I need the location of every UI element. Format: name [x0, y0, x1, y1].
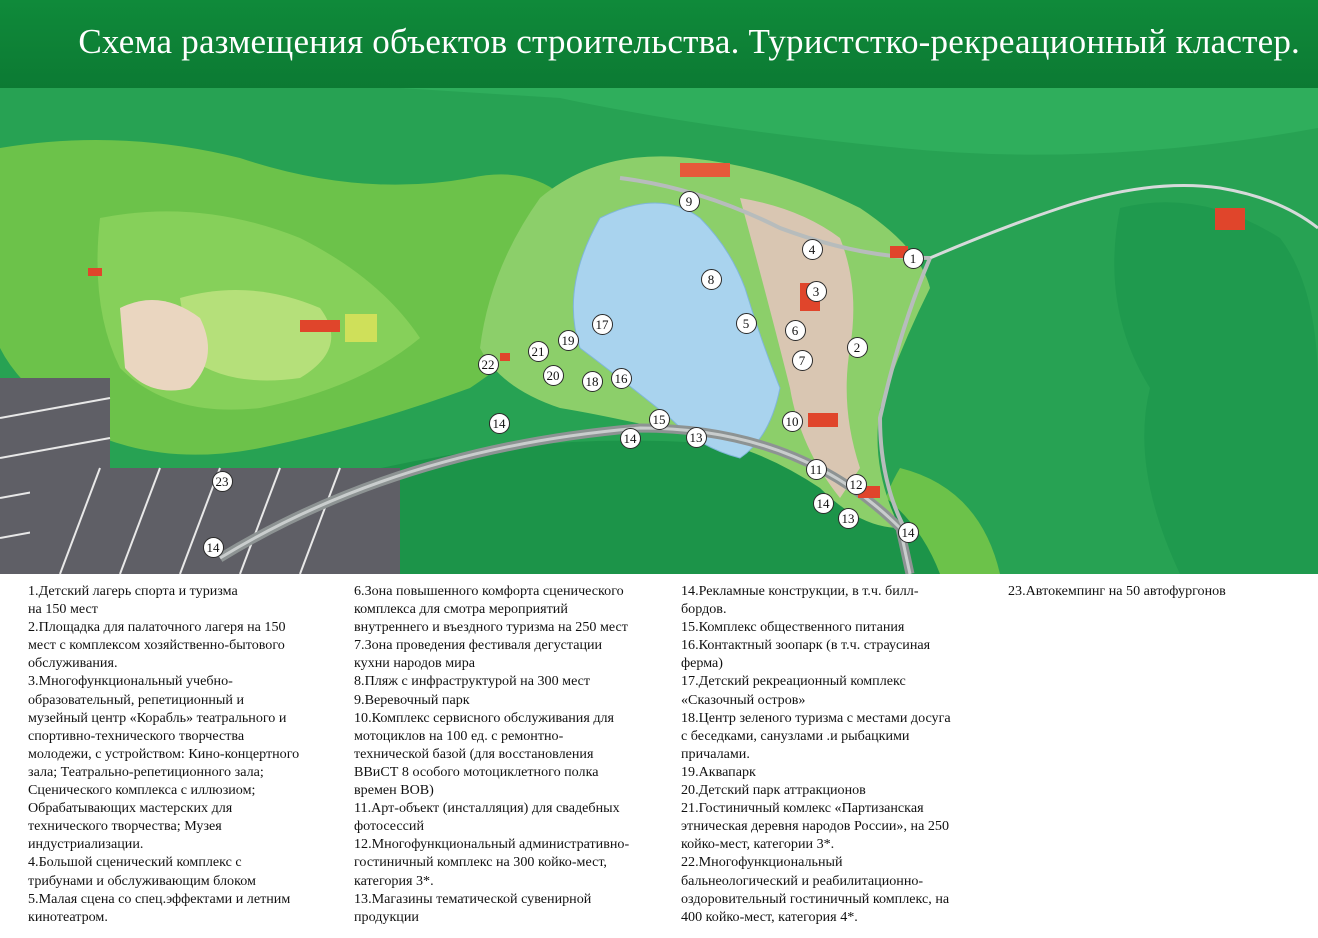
map-marker[interactable]: 4 [802, 239, 823, 260]
legend-item: 11.Арт-объект (инсталляция) для свадебных фотосессий [354, 800, 620, 835]
legend-column-4 [1008, 582, 1308, 600]
map-marker[interactable]: 10 [782, 411, 803, 432]
map-marker[interactable]: 2 [847, 337, 868, 358]
map-marker[interactable]: 20 [543, 365, 564, 386]
map-marker[interactable]: 17 [592, 314, 613, 335]
map-marker[interactable]: 14 [620, 428, 641, 449]
legend-item: 10.Комплекс сервисного обслуживания для мотоциклов на 100 ед. с ремонтно- технической базой (для восстановления ВВиСТ 8 особого мотоциклетного полка времен ВОВ) [354, 709, 615, 799]
map-marker[interactable]: 14 [203, 537, 224, 558]
map-drawing [0, 88, 1318, 574]
legend-item: 4.Большой сценический комплекс с трибунами и обслуживающим блоком [28, 854, 256, 889]
map-marker[interactable]: 11 [806, 459, 827, 480]
header-banner [0, 0, 1318, 88]
legend-item: 15.Комплекс общественного питания [681, 619, 905, 636]
legend-item: 7.Зона проведения фестиваля дегустации кухни народов мира [354, 637, 603, 672]
legend-column-2 [354, 582, 679, 926]
sports-field [345, 314, 377, 342]
map-marker[interactable]: 5 [736, 313, 757, 334]
map-marker[interactable]: 7 [792, 350, 813, 371]
map-marker[interactable]: 1 [903, 248, 924, 269]
map-marker[interactable]: 16 [611, 368, 632, 389]
legend-item: 19.Аквапарк [681, 763, 756, 780]
legend-item: 3.Многофункциональный учебно- образовательный, репетиционный и музейный центр «Корабль» театрального и спортивно-технического творчества молодежи, с устройством: Кино-концертного зала; Театрально-репетиционного зала; Сценического комплекса с иллюзиом; Обрабатывающих мастерских для технического творчества; Музея индустриализации. [28, 673, 300, 853]
legend-item: 21.Гостиничный комлекс «Партизанская этническая деревня народов России», на 250 койко-мест, категории 3*. [681, 800, 949, 853]
map-marker[interactable]: 18 [582, 371, 603, 392]
legend-item: 13.Магазины тематической сувенирной продукции [354, 890, 592, 925]
legend-item: 6.Зона повышенного комфорта сценического комплекса для смотра мероприятий внутреннего и въездного туризма на 250 мест [354, 583, 628, 636]
legend-item: 1.Детский лагерь спорта и туризма на 150 мест [28, 583, 238, 618]
map-marker[interactable]: 15 [649, 409, 670, 430]
legend-item: 9.Веревочный парк [354, 691, 470, 708]
map-marker[interactable]: 8 [701, 269, 722, 290]
page-title: Схема размещения объектов строительства. Туристстко-рекреационный кластер. [78, 22, 1300, 61]
map-marker[interactable]: 3 [806, 281, 827, 302]
map-marker[interactable]: 14 [898, 522, 919, 543]
map-marker[interactable]: 13 [686, 427, 707, 448]
site-plan-map [0, 88, 1318, 574]
legend-item: 14.Рекламные конструкции, в т.ч. билл- бордов. [681, 583, 919, 618]
legend-item: 5.Малая сцена со спец.эффектами и летним кинотеатром. [28, 890, 291, 925]
legend-item: 20.Детский парк аттракционов [681, 782, 866, 799]
map-marker[interactable]: 21 [528, 341, 549, 362]
legend-item: 16.Контактный зоопарк (в т.ч. страусиная ферма) [681, 637, 931, 672]
legend-item: 18.Центр зеленого туризма с местами досуга с беседками, санузлами .и рыбацкими причалами. [681, 709, 951, 762]
legend-column-3 [681, 582, 1006, 926]
legend [0, 582, 1318, 938]
legend-item: 23.Автокемпинг на 50 автофургонов [1008, 583, 1226, 599]
map-marker[interactable]: 19 [558, 330, 579, 351]
map-marker[interactable]: 23 [212, 471, 233, 492]
map-marker[interactable]: 12 [846, 474, 867, 495]
legend-column-1 [28, 582, 348, 926]
legend-item: 8.Пляж с инфраструктурой на 300 мест [354, 673, 591, 690]
legend-item: 17.Детский рекреационный комплекс «Сказочный остров» [681, 673, 906, 708]
map-marker[interactable]: 22 [478, 354, 499, 375]
legend-item: 12.Многофункциональный административно- гостиничный комплекс на 300 койко-мест, категория 3*. [354, 836, 630, 889]
legend-item: 2.Площадка для палаточного лагеря на 150 мест с комплексом хозяйственно-бытового обслуживания. [28, 619, 286, 672]
map-marker[interactable]: 14 [813, 493, 834, 514]
map-marker[interactable]: 14 [489, 413, 510, 434]
map-marker[interactable]: 9 [679, 191, 700, 212]
map-marker[interactable]: 13 [838, 508, 859, 529]
legend-item: 22.Многофункциональный бальнеологический и реабилитационно- оздоровительный гостиничный комплекс, на 400 койко-мест, категория 4*. [681, 854, 950, 925]
map-marker[interactable]: 6 [785, 320, 806, 341]
